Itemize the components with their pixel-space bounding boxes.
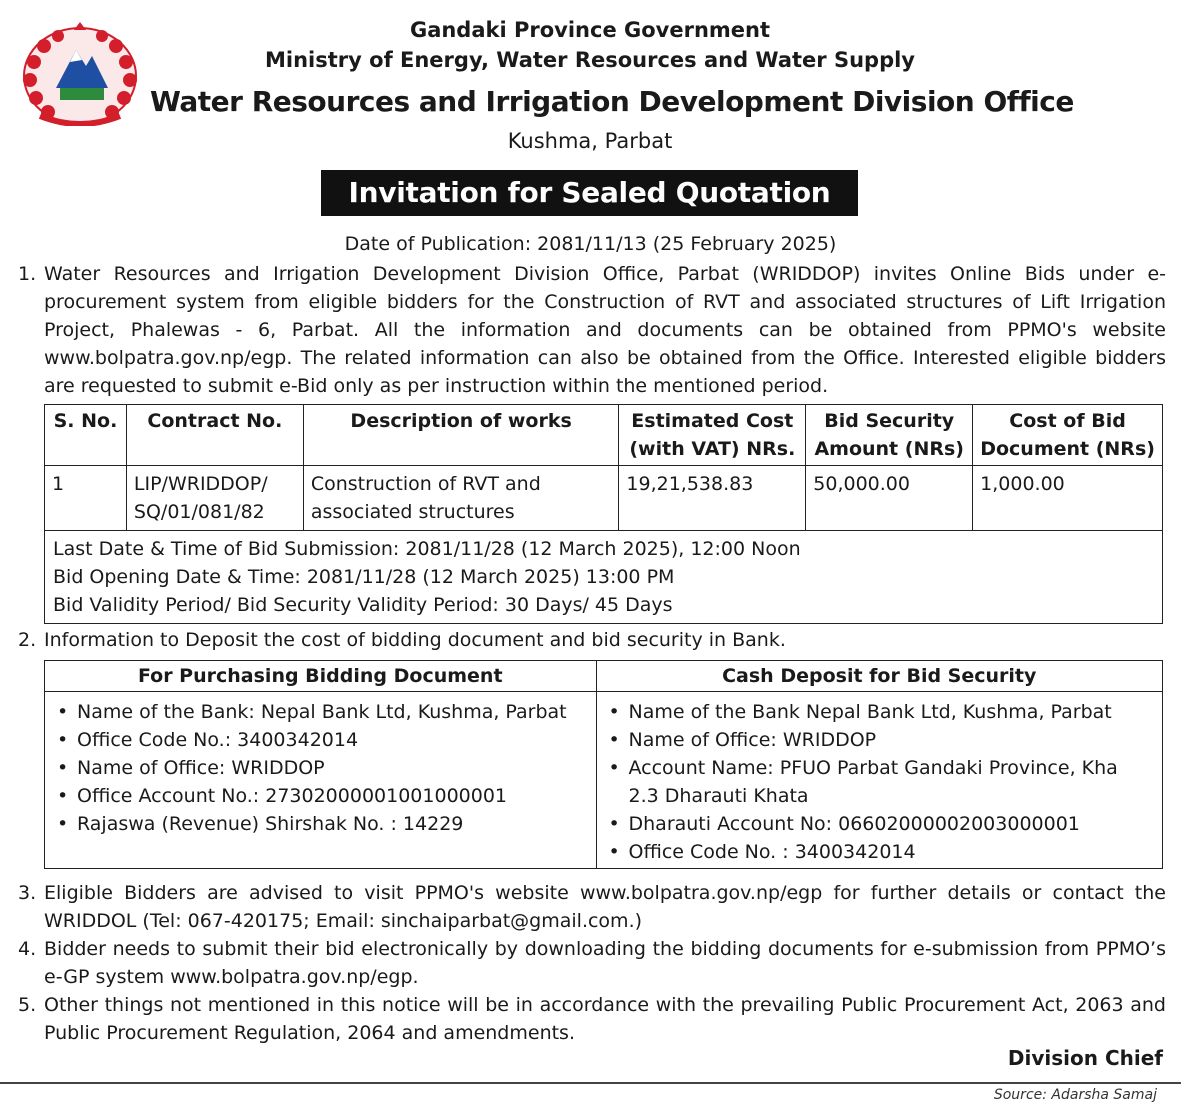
- paragraph-5: [18, 991, 1166, 1047]
- paragraph-text: Water Resources and Irrigation Development Division Office, Parbat (WRIDDOP) invites Online Bids under e-procurement system from eligible bidders for the Construction of RVT and associated structures of Lift Irrigation Project, Phalewas - 6, Parbat. All the information and documents can be obtained from PPMO's website www.bolpatra.gov.np/egp. The related information can also be obtained from the Office. Interested eligible bidders are requested to submit e-Bid only as per instruction within the mentioned period.: [44, 263, 1166, 397]
- list-item: • Name of Office: WRIDDOP: [77, 754, 588, 782]
- bank-table-body-row: [45, 692, 1163, 869]
- list-item: • Office Code No.: 3400342014: [77, 726, 588, 754]
- notice-title: Invitation for Sealed Quotation: [321, 170, 858, 216]
- government-name: Gandaki Province Government: [409, 18, 771, 42]
- cell-serial-no: 1: [45, 466, 127, 531]
- bidding-document-bank-info: [45, 692, 597, 869]
- contract-table-footer-row: [45, 531, 1163, 624]
- paragraph-text: Other things not mentioned in this notice will be in accordance with the prevailing Public Procurement Act, 2063 and Public Procurement Regulation, 2064 and amendments.: [44, 994, 1166, 1044]
- paragraph-number: 1.: [18, 263, 37, 285]
- paragraph-1: [18, 260, 1166, 400]
- signature-title: Division Chief: [1007, 1046, 1163, 1070]
- header-bidding-document: For Purchasing Bidding Document: [45, 661, 597, 692]
- header-serial-no: S. No.: [45, 405, 127, 466]
- contract-table: [44, 404, 1163, 624]
- paragraph-number: 3.: [18, 882, 37, 904]
- paragraph-number: 5.: [18, 994, 37, 1016]
- header-estimated-cost: Estimated Cost (with VAT) NRs.: [619, 405, 806, 466]
- ministry-name: Ministry of Energy, Water Resources and Water Supply: [265, 48, 915, 72]
- paragraph-3: [18, 879, 1166, 935]
- header-contract-no: Contract No.: [126, 405, 303, 466]
- list-item: • Name of the Bank: Nepal Bank Ltd, Kushma, Parbat: [77, 698, 588, 726]
- cell-contract-no: LIP/WRIDDOP/ SQ/01/081/82: [126, 466, 303, 531]
- list-item: • Account Name: PFUO Parbat Gandaki Province, Kha 2.3 Dharauti Khata: [629, 754, 1155, 810]
- cell-description: Construction of RVT and associated structures: [303, 466, 619, 531]
- paragraph-4: [18, 935, 1166, 991]
- source-credit: Source: Adarsha Samaj: [993, 1087, 1157, 1103]
- cell-bid-security: 50,000.00: [806, 466, 973, 531]
- nepal-emblem-icon: [20, 22, 140, 126]
- paragraph-text: Information to Deposit the cost of bidding document and bid security in Bank.: [44, 629, 786, 651]
- cell-estimated-cost: 19,21,538.83: [619, 466, 806, 531]
- bid-security-list: [605, 698, 1155, 866]
- header-bid-document-cost: Cost of Bid Document (NRs): [973, 405, 1163, 466]
- bank-table-header-row: [45, 661, 1163, 692]
- list-item: • Office Account No.: 27302000001001000001: [77, 782, 588, 810]
- list-item: • Name of Office: WRIDDOP: [629, 726, 1155, 754]
- bid-dates-cell: [45, 531, 1163, 624]
- header-bid-security: Bid Security Amount (NRs): [806, 405, 973, 466]
- paragraph-number: 2.: [18, 629, 37, 651]
- header-description: Description of works: [303, 405, 619, 466]
- publication-date: Date of Publication: 2081/11/13 (25 February 2025): [344, 233, 837, 255]
- bid-validity-period: Bid Validity Period/ Bid Security Validity Period: 30 Days/ 45 Days: [53, 594, 673, 616]
- bid-opening-date: Bid Opening Date & Time: 2081/11/28 (12 March 2025) 13:00 PM: [53, 566, 675, 588]
- divider: [0, 1082, 1181, 1084]
- list-item: • Office Code No. : 3400342014: [629, 838, 1155, 866]
- bidding-document-list: [53, 698, 588, 838]
- bid-security-bank-info: [596, 692, 1163, 869]
- paragraph-text: Eligible Bidders are advised to visit PPMO's website www.bolpatra.gov.np/egp for further details or contact the WRIDDOL (Tel: 067-420175; Email: sinchaiparbat@gmail.com.): [44, 882, 1166, 932]
- list-item: • Dharauti Account No: 06602000002003000001: [629, 810, 1155, 838]
- paragraph-number: 4.: [18, 938, 37, 960]
- header-bid-security-deposit: Cash Deposit for Bid Security: [596, 661, 1163, 692]
- cell-bid-document-cost: 1,000.00: [973, 466, 1163, 531]
- list-item: • Rajaswa (Revenue) Shirshak No. : 14229: [77, 810, 588, 838]
- contract-table-header-row: [45, 405, 1163, 466]
- bank-details-table: [44, 660, 1163, 869]
- paragraph-2: [18, 626, 1166, 654]
- list-item: • Name of the Bank Nepal Bank Ltd, Kushma, Parbat: [629, 698, 1155, 726]
- paragraph-text: Bidder needs to submit their bid electronically by downloading the bidding documents for e-submission from PPMO’s e-GP system www.bolpatra.gov.np/egp.: [44, 938, 1166, 988]
- bid-submission-deadline: Last Date & Time of Bid Submission: 2081/11/28 (12 March 2025), 12:00 Noon: [53, 538, 801, 560]
- office-name: Water Resources and Irrigation Development Division Office: [150, 85, 1074, 118]
- office-location: Kushma, Parbat: [507, 129, 673, 153]
- table-row: [45, 466, 1163, 531]
